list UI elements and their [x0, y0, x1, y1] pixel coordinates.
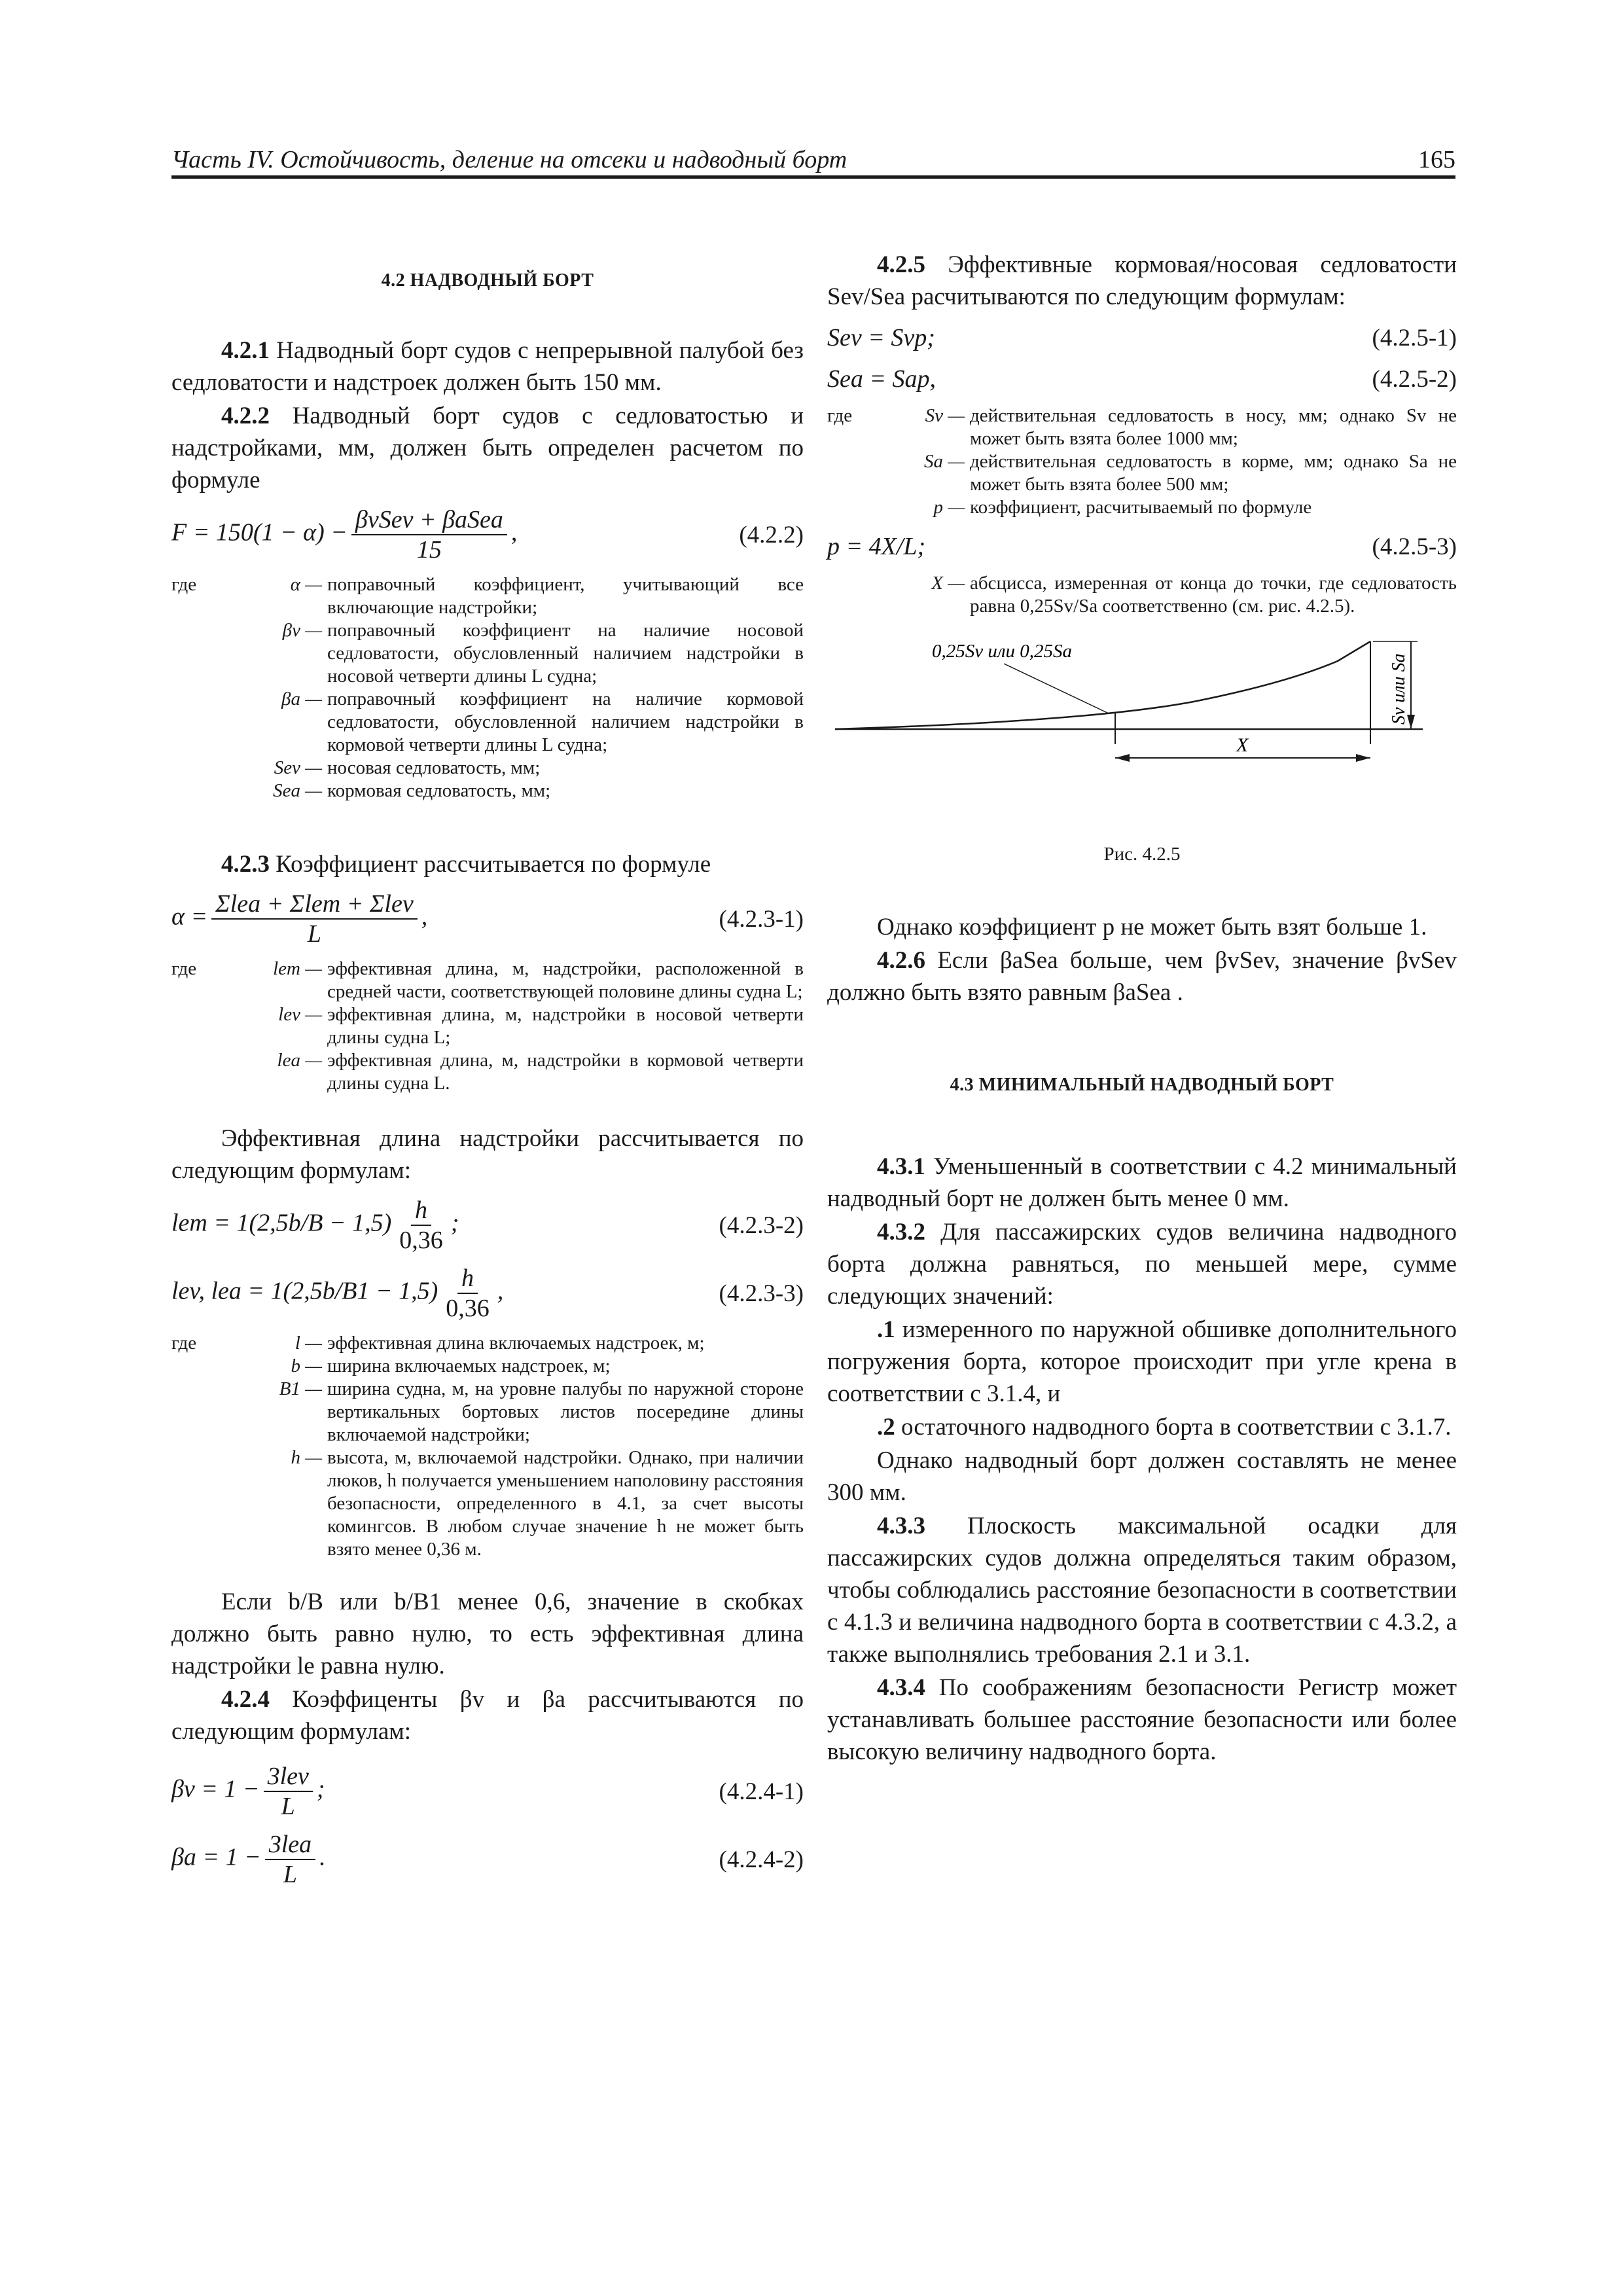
where-item [171, 1378, 804, 1446]
where-item [171, 1355, 804, 1378]
paragraph-if-ratio: Если b/B или b/B1 менее 0,6, значение в скобках должно быть равно нулю, то есть эффективная длина надстройки le равна нулю. [171, 1588, 804, 1679]
para-num: 4.3.4 [877, 1674, 925, 1701]
where-list-2 [171, 958, 804, 1095]
label-x: X [1236, 734, 1249, 756]
paragraph-4-3-1 [827, 1151, 1457, 1215]
eq-numerator: h [457, 1264, 478, 1294]
para-text: Коэффиценты βv и βa рассчитываются по следующим формулам: [171, 1686, 804, 1745]
eq-lhs: βa = 1 − [171, 1843, 261, 1871]
where-item [827, 404, 1457, 450]
right-column [827, 249, 1457, 1769]
eq-tail: ; [450, 1209, 459, 1237]
eq-number: (4.2.5-3) [1372, 533, 1457, 560]
eq-lhs: α = [171, 903, 208, 931]
where-text: ширина включаемых надстроек, м; [327, 1355, 611, 1376]
para-num: 4.3.3 [877, 1513, 925, 1539]
where-symbol: X — [931, 573, 965, 594]
where-text: поправочный коэффициент на наличие носовой седловатости, обусловленный наличием надстройки в носовой четверти длины L судна; [327, 620, 804, 687]
where-item [171, 1003, 804, 1049]
eq-numerator: 3lea [265, 1830, 315, 1860]
equation-4-2-4-1 [171, 1762, 804, 1821]
where-word: где [171, 1333, 197, 1354]
label-vertical: Sv или Sa [1389, 653, 1409, 725]
eq-number: (4.2.4-2) [719, 1846, 804, 1873]
section-title-4-3: 4.3 МИНИМАЛЬНЫЙ НАДВОДНЫЙ БОРТ [950, 1075, 1334, 1095]
figure-4-2-5 [827, 630, 1457, 813]
x-arrow-left [1115, 754, 1130, 762]
where-item [171, 619, 804, 688]
para-num: 4.2.2 [221, 403, 270, 429]
para-text: Если βaSea больше, чем βvSev, значение βvSev должно быть взято равным βaSea . [827, 947, 1457, 1006]
para-num: 4.2.5 [877, 251, 925, 278]
where-symbol: lem — [273, 958, 322, 979]
where-item [171, 688, 804, 757]
eq-fraction [264, 1762, 313, 1821]
paragraph-4-2-4 [171, 1683, 804, 1748]
left-column [171, 249, 804, 1898]
sheer-curve [835, 641, 1370, 729]
eq-lhs: lev, lea = 1(2,5b/B1 − 1,5) [171, 1277, 438, 1305]
eq-fraction [211, 889, 418, 948]
where-text: эффективная длина, м, надстройки, расположенной в средней части, соответствующей половине длины судна L; [327, 958, 804, 1002]
figure-caption: Рис. 4.2.5 [1103, 844, 1181, 865]
paragraph-4-3-2 [827, 1216, 1457, 1312]
where-item [171, 958, 804, 1003]
eq-number: (4.2.3-3) [719, 1280, 804, 1307]
where-symbol: Sea — [273, 780, 322, 801]
x-arrow-right [1356, 754, 1370, 762]
equation-4-2-3-2 [171, 1196, 804, 1255]
section-title-4-2: 4.2 НАДВОДНЫЙ БОРТ [381, 270, 594, 291]
eq-number: (4.2.5-1) [1372, 325, 1457, 351]
paragraph-4-2-1 [171, 334, 804, 399]
eq-lhs: βv = 1 − [171, 1775, 260, 1803]
eq-denominator: 15 [416, 536, 442, 564]
paragraph-4-3-4 [827, 1672, 1457, 1768]
where-text: абсцисса, измеренная от конца до точки, где седловатость равна 0,25Sv/Sa соответственно (см. рис. 4.2.5). [970, 573, 1457, 617]
paragraph-4-2-2 [171, 400, 804, 496]
where-list-5 [827, 572, 1457, 618]
where-word: где [171, 958, 197, 979]
where-item [827, 496, 1457, 519]
where-symbol: lev — [278, 1004, 322, 1025]
eq-numerator: βvSev + βaSea [351, 505, 507, 535]
paragraph-4-3-2-1 [827, 1314, 1457, 1410]
where-item [827, 450, 1457, 496]
page-number: 165 [1418, 146, 1455, 173]
eq-denominator: 0,36 [399, 1227, 443, 1254]
equation-4-2-5-1 [827, 322, 1457, 354]
where-word: где [171, 574, 197, 595]
eq-tail: ; [316, 1775, 325, 1803]
eq-denominator: L [281, 1793, 295, 1820]
eq-number: (4.2.2) [739, 521, 804, 548]
eq-tail: , [510, 518, 518, 547]
eq-numerator: h [411, 1196, 431, 1226]
where-text: действительная седловатость в носу, мм; однако Sv не может быть взята более 1000 мм; [970, 405, 1457, 449]
where-text: коэффициент, расчитываемый по формуле [970, 497, 1312, 518]
where-text: кормовая седловатость, мм; [327, 780, 551, 801]
where-symbol: α — [290, 574, 322, 595]
para-text: По соображениям безопасности Регистр может устанавливать большее расстояние безопасности или более высокую величину надводного борта. [827, 1674, 1457, 1765]
where-text: эффективная длина, м, надстройки в кормовой четверти длины судна L. [327, 1050, 804, 1094]
paragraph-4-2-3 [171, 848, 804, 880]
where-symbol: Sev — [274, 757, 322, 778]
paragraph-4-3-3 [827, 1510, 1457, 1670]
equation-4-2-2 [171, 505, 804, 564]
eq-denominator: L [283, 1861, 297, 1888]
para-text: Надводный борт судов с непрерывной палубой без седловатости и надстроек должен быть 150 мм. [171, 337, 804, 396]
para-text: Эффективные кормовая/носовая седловатости Sev/Sea расчитываются по следующим формулам: [827, 251, 1457, 310]
where-text: носовая седловатость, мм; [327, 757, 541, 778]
para-text: Уменьшенный в соответствии с 4.2 минимальный надводный борт не должен быть менее 0 мм. [827, 1153, 1457, 1212]
equation-4-2-5-2 [827, 363, 1457, 395]
paragraph-effective-length: Эффективная длина надстройки рассчитывается по следующим формулам: [171, 1125, 804, 1184]
eq-numerator: 3lev [264, 1762, 313, 1792]
eq-denominator: 0,36 [446, 1295, 490, 1322]
where-text: поправочный коэффициент, учитывающий все включающие надстройки; [327, 574, 804, 618]
eq-number: (4.2.4-1) [719, 1778, 804, 1805]
eq-expr: Sev = Svp; [827, 324, 935, 351]
paragraph-4-3-2-2 [827, 1411, 1457, 1443]
where-text: поправочный коэффициент на наличие кормовой седловатости, обусловленной наличием надстройки в кормовой четверти длины L судна; [327, 689, 804, 755]
where-text: эффективная длина, м, надстройки в носовой четверти длины судна L; [327, 1004, 804, 1048]
where-item [171, 1332, 804, 1355]
eq-tail: , [497, 1277, 504, 1305]
para-num: 4.2.3 [221, 851, 270, 878]
where-list-3 [171, 1332, 804, 1561]
paragraph-min-300: Однако надводный борт должен составлять не менее 300 мм. [827, 1447, 1457, 1506]
equation-4-2-3-3 [171, 1264, 804, 1323]
para-num: 4.2.4 [221, 1686, 270, 1713]
where-symbol: lea — [277, 1050, 322, 1071]
header-rule [171, 175, 1455, 179]
para-num: .1 [877, 1316, 895, 1343]
eq-expr: p = 4X/L; [827, 533, 926, 560]
paragraph-however: Однако коэффициент p не может быть взят больше 1. [877, 914, 1427, 941]
where-symbol: Sv — [925, 405, 965, 426]
para-text: Коэффициент рассчитывается по формуле [270, 851, 711, 878]
eq-tail: . [319, 1843, 326, 1871]
where-item [171, 757, 804, 780]
where-item [171, 573, 804, 619]
where-text: высота, м, включаемой надстройки. Однако, при наличии люков, h получается уменьшением наполовину расстояния безопасности, определенного в 4.1, за счет высоты комингсов. В любом случае значение h не может быть взято менее 0,36 м. [327, 1447, 804, 1560]
where-text: действительная седловатость в корме, мм; однако Sa не может быть взята более 500 мм; [970, 451, 1457, 495]
paragraph-4-2-5 [827, 249, 1457, 313]
where-text: ширина судна, м, на уровне палубы по наружной стороне вертикальных бортовых листов посередине длины включаемой надстройки; [327, 1378, 804, 1445]
eq-lhs: lem = 1(2,5b/B − 1,5) [171, 1209, 392, 1237]
eq-lhs: F = 150(1 − α) − [171, 518, 348, 547]
leader-line [1004, 664, 1109, 713]
where-symbol: B1 — [279, 1378, 322, 1399]
eq-denominator: L [307, 920, 321, 948]
para-text: Для пассажирских судов величина надводного борта должна равняться, по меньшей мере, сумме следующих значений: [827, 1219, 1457, 1310]
eq-fraction [351, 505, 507, 564]
label-point: 0,25Sv или 0,25Sa [932, 641, 1073, 662]
where-symbol: l — [294, 1333, 322, 1354]
equation-4-2-3-1 [171, 889, 804, 948]
where-symbol: h — [291, 1447, 322, 1468]
where-word: где [827, 405, 853, 426]
where-item [171, 1049, 804, 1095]
eq-numerator: Σlea + Σlem + Σlev [211, 889, 418, 920]
eq-number: (4.2.3-1) [719, 905, 804, 933]
eq-fraction [395, 1196, 447, 1255]
where-item [171, 1446, 804, 1561]
para-text: измеренного по наружной обшивке дополнительного погружения борта, которое происходит при угле крена в соответствии с 3.1.4, и [827, 1316, 1457, 1407]
eq-number: (4.2.3-2) [719, 1211, 804, 1239]
eq-fraction [265, 1830, 315, 1889]
para-num: .2 [877, 1414, 895, 1441]
where-symbol: p — [933, 497, 965, 518]
equation-4-2-4-2 [171, 1830, 804, 1889]
where-symbol: βa — [281, 689, 322, 709]
eq-expr: Sea = Sap, [827, 365, 936, 393]
eq-tail: , [421, 903, 428, 931]
where-list-4 [827, 404, 1457, 519]
eq-fraction [442, 1264, 493, 1323]
para-text: Надводный борт судов с седловатостью и надстройками, мм, должен быть определен расчетом по формуле [171, 403, 804, 493]
para-num: 4.2.1 [221, 337, 270, 364]
eq-number: (4.2.5-2) [1372, 366, 1457, 393]
para-num: 4.3.2 [877, 1219, 925, 1246]
para-num: 4.2.6 [877, 947, 925, 974]
equation-4-2-5-3 [827, 531, 1457, 563]
para-text: Плоскость максимальной осадки для пассажирских судов должна определяться таким образом, чтобы соблюдались расстояние безопасности в соответствии с 4.1.3 и величина надводного борта в соответствии с 4.3.2, а также выполнялись требования 2.1 и 3.1. [827, 1513, 1457, 1668]
where-text: эффективная длина включаемых надстроек, м; [327, 1333, 705, 1354]
where-item [827, 572, 1457, 618]
where-list-1 [171, 573, 804, 802]
paragraph-4-2-6 [827, 944, 1457, 1009]
where-symbol: b — [291, 1355, 322, 1376]
para-text: остаточного надводного борта в соответствии с 3.1.7. [895, 1414, 1452, 1441]
where-symbol: βv — [282, 620, 322, 641]
running-header-title: Часть IV. Остойчивость, деление на отсеки и надводный борт [171, 146, 847, 173]
where-item [171, 780, 804, 802]
para-num: 4.3.1 [877, 1153, 925, 1180]
where-symbol: Sa — [923, 451, 965, 472]
